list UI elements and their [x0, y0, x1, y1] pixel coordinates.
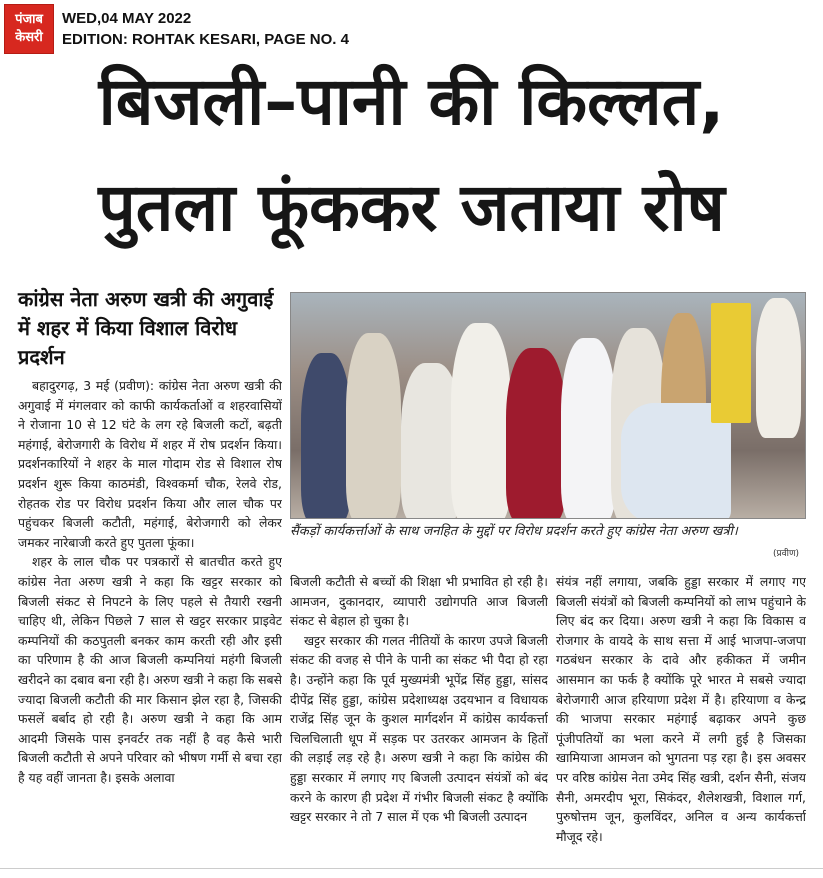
article-column-1 — [18, 376, 282, 876]
article-paragraph: शहर के लाल चौक पर पत्रकारों से बातचीत करते हुए कांग्रेस नेता अरुण खत्री ने कहा कि खट्टर सरकार को बिजली संकट से निपटने के लिए पहले से तैयारी रखनी चाहिए थी, लेकिन पिछले 7 साल से खट्टर सरकार प्राइवेट कम्पनियों की कठपुतली बनकर काम करती रही और इसी का परिणाम है की आज बिजली कम्पनियां महंगी बिजली खरीदने का दबाव बना रही है। अरुण खत्री ने कहा कि सबसे ज्यादा बिजली कटौती की मार किसान झेल रहा है, जिसकी फसलें बर्बाद हो रही है। अरुण खत्री ने कहा कि आम आदमी जिसके पास इनवर्टर तक नहीं है वह कैसे भारी बिजली कटौती से अपने परिवार को भीषण गर्मी से बचा रहा है यह वहीं जानता है। इसके अलावा — [18, 554, 282, 785]
headline-line-1: बिजली–पानी की किल्लत, — [98, 63, 725, 140]
bottom-divider — [0, 868, 823, 869]
article-paragraph: बिजली कटौती से बच्चों की शिक्षा भी प्रभावित हो रही है। आमजन, दुकानदार, व्यापारी उद्योगपति आज बिजली संकट से बेहाल हो चुका है। — [290, 574, 548, 629]
headline-line-2: पुतला फूंककर जताया रोष — [98, 169, 725, 246]
article-column-3 — [556, 572, 806, 878]
article-paragraph: संयंत्र नहीं लगाया, जबकि हुड्डा सरकार में लगाए गए बिजली संयंत्रों को बिजली कम्पनियों को लाभ पहुंचाने के लिए बंद कर दिया। अरुण खत्री ने कहा कि विकास व रोजगार के वायदे के साथ सत्ता में आई भाजपा-जजपा गठबंधन सरकार के दावे और हकीकत में जमीन आसमान का फर्क है क्योंकि पूरे भारत मे सबसे ज्यादा बेरोजगारी आज हरियाणा प्रदेश में है। हरियाणा व केन्द्र की भाजपा सरकार महंगाई बढ़ाकर अपने कुछ पूंजीपतियों का भला करने में लगी हुई है जिसका खामियाजा आमजन को भुगतना पड़ रहा है। इस अवसर पर वरिष्ठ कांग्रेस नेता उमेद सिंह खत्री, दर्शन सैनी, संजय सैनी, अमरदीप भूरा, सिकंदर, शैलेशखत्री, विशाल गर्ग, पुरुषोत्तम जून, कुलविंदर, अनिल व अन्य कार्यकर्त्ता मौजूद रहे। — [556, 574, 806, 844]
edition-info — [62, 8, 349, 50]
article-paragraph: बहादुरगढ़, 3 मई (प्रवीण): कांग्रेस नेता अरुण खत्री की अगुवाई में मंगलवार को काफी कार्यकर्ताओं व शहरवासियों ने रोजाना 10 से 12 घंटे के लग रहे बिजली कटों, बढ़ती महंगाई, बेरोजगारी के विरोध में शहर में रोष प्रदर्शन किया। प्रदर्शनकारियों ने शहर के माल गोदाम रोड से विशाल रोष प्रदर्शन शुरू किया काठमंडी, विश्वकर्मा चौक, रेलवे रोड, रोहतक रोड पर विरोध प्रदर्शन किया और लाल चौक पर पहुंचकर बिजली कटौती, महंगाई, बेरोजगारी को लेकर जमकर नारेबाजी करते हुए पुतला फूंका। — [18, 378, 282, 550]
article-column-2 — [290, 572, 548, 878]
edition-details: EDITION: ROHTAK KESARI, PAGE NO. 4 — [62, 31, 349, 48]
photo-caption: सैंकड़ों कार्यकर्त्ताओं के साथ जनहित के मुद्दों पर विरोध प्रदर्शन करते हुए कांग्रेस नेता अरुण खत्री। — [290, 524, 738, 539]
protest-photo — [290, 292, 806, 519]
photo-credit: (प्रवीण) — [773, 549, 799, 559]
logo-line-1: पंजाब — [15, 12, 43, 27]
logo-line-2: केसरी — [15, 30, 43, 45]
sub-headline: कांग्रेस नेता अरुण खत्री की अगुवाई में शहर में किया विशाल विरोध प्रदर्शन — [18, 287, 274, 369]
article-paragraph: खट्टर सरकार की गलत नीतियों के कारण उपजे बिजली संकट की वजह से पीने के पानी का संकट भी पैदा हो रहा है। उन्होंने कहा कि पूर्व मुख्यमंत्री भूपेंद्र सिंह हुड्डा, सांसद दीपेंद्र सिंह हुड्डा, कांग्रेस प्रदेशाध्यक्ष उदयभान व विधायक राजेंद्र सिंह जून के कुशल मार्गदर्शन में कांग्रेस कार्यकर्त्ता चिलचिलाती धूप में सड़क पर उतरकर आमजन के हितों की लड़ाई लड़ रहे है। अरुण खत्री ने कहा कि कांग्रेस की हुड्डा सरकार में लगाए गए बिजली उत्पादन संयंत्रों को बंद करने के कारण ही प्रदेश में गंभीर बिजली संकट है क्योंकि खट्टर सरकार ने तो 7 साल में एक भी बिजली उत्पादन — [290, 632, 548, 825]
edition-date: WED,04 MAY 2022 — [62, 10, 192, 27]
punjab-kesari-logo — [4, 4, 54, 54]
